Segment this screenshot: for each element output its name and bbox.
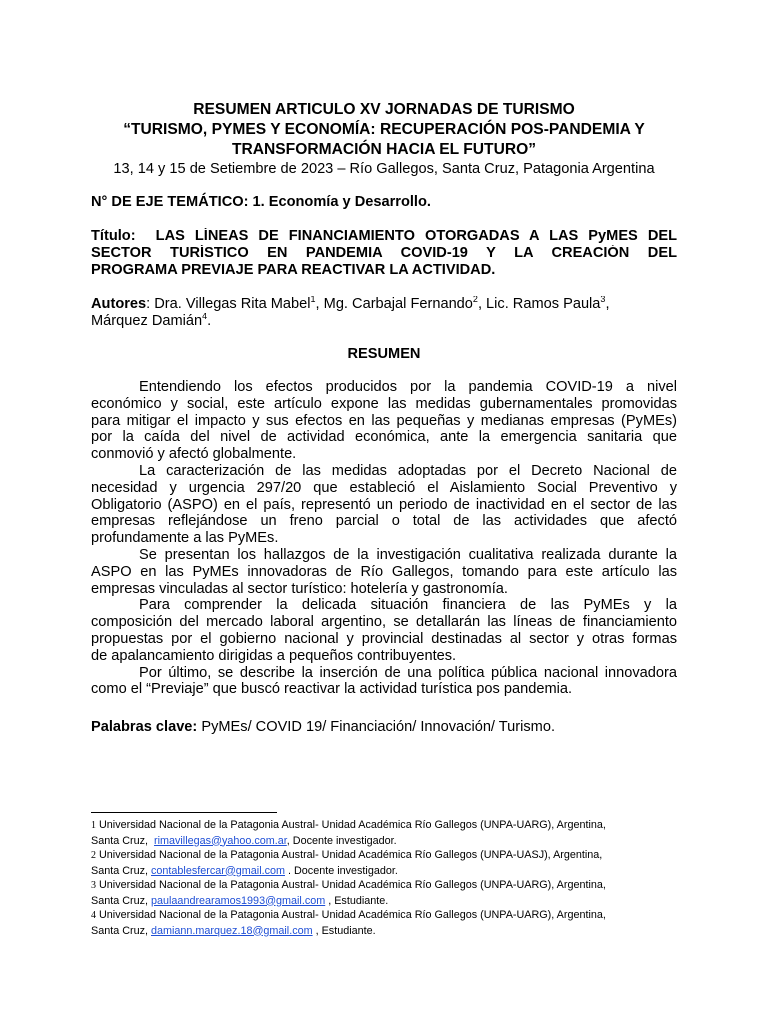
footnote-divider [91,812,277,813]
author-4: Márquez Damián [91,312,203,329]
paragraph-line: Se presentan los hallazgos de la investigación cualitativa realizada durante la [139,546,677,563]
footnote-3: 3 Universidad Nacional de la Patagonia Austral- Unidad Académica Río Gallegos (UNPA-UARG), Argentina, Santa Cruz, paulaandrearamos1993@gmail.com , Estudiante. [91,879,606,907]
eje-tematico: N° DE EJE TEMÁTICO: 1. Economía y Desarrollo. [91,194,431,210]
paragraph-line: Para comprender la delicada situación financiera de las PyMEs y la [139,597,677,614]
paragraph-line: empresas vinculadas al sector turístico: hotelería y gastronomía. [91,580,508,597]
keywords-label: Palabras clave: [91,719,198,735]
article-title [91,228,677,278]
paragraph-line: por la caída del nivel de actividad económica, ante la emergencia sanitaria que [91,429,677,446]
footnotes [91,818,691,938]
paragraph-line: Obligatorio (ASPO) en el país, representó un periodo de inactividad en el sector de las [91,496,677,513]
footnote-4: 4 Universidad Nacional de la Patagonia Austral- Unidad Académica Río Gallegos (UNPA-UARG), Argentina, Santa Cruz, damiann.marquez.18@gmail.com , Estudiante. [91,909,606,937]
paragraph-line: conmovió y afectó globalmente. [91,446,297,463]
paragraph-line: empresas reflejándose un freno parcial o total de las actividades que afectó [91,513,677,530]
header-line-2: “TURISMO, PYMES Y ECONOMÍA: RECUPERACIÓN POS-PANDEMIA Y [123,121,645,138]
keywords [91,719,677,736]
title-label: Título: [91,228,136,244]
keywords-value: PyMEs/ COVID 19/ Financiación/ Innovación/ Turismo. [201,719,555,735]
paragraph-line: ASPO en las PyMEs innovadoras de Río Gallegos, tomando para este artículo las [91,563,677,580]
paragraph-line: para mitigar el impacto y sus efectos en las pequeñas y medianas empresas (PyMEs) [91,412,677,429]
paragraph-line: composición del mercado laboral argentino, se detallarán las líneas de financiamiento [91,614,677,631]
email-link[interactable]: damiann.marquez.18@gmail.com [151,924,313,937]
paragraph-line: como el “Previaje” que buscó reactivar la actividad turística pos pandemia. [91,681,573,698]
paragraph-line: Entendiendo los efectos producidos por la pandemia COVID-19 a nivel [139,379,677,395]
author-2: Mg. Carbajal Fernando [323,296,473,312]
document-header [60,100,708,178]
title-line: PROGRAMA PREVIAJE PARA REACTIVAR LA ACTIVIDAD. [91,261,496,278]
title-line: Título: LAS LÍNEAS DE FINANCIAMIENTO OTORGADAS A LAS PyMES DEL [91,228,677,244]
authors-label: Autores [91,296,147,312]
authors: Autores: Dra. Villegas Rita Mabel$^1$, Mg. Carbajal Fernando$^2$, Lic. Ramos Paula$^3$, Márquez Damián$^4$. [91,296,610,329]
event-date: 13, 14 y 15 de Setiembre de 2023 – Río Gallegos, Santa Cruz, Patagonia Argentina [113,161,655,177]
resumen-heading: RESUMEN [347,346,421,362]
title-line: SECTOR TURÍSTICO EN PANDEMIA COVID-19 Y LA CREACIÓN DEL [91,244,677,261]
header-line-3: TRANSFORMACIÓN HACIA EL FUTURO” [231,141,537,158]
email-link[interactable]: paulaandrearamos1993@gmail.com [151,894,326,907]
paragraph-line: necesidad y urgencia 297/20 que estableció el Aislamiento Social Preventivo y [91,479,677,496]
author-1: Dra. Villegas Rita Mabel [154,296,311,312]
header-line-1: RESUMEN ARTICULO XV JORNADAS DE TURISMO [193,101,575,118]
paragraph-line: profundamente a las PyMEs. [91,530,279,547]
paragraph-line: Por último, se describe la inserción de una política pública nacional innovadora [139,664,677,681]
paragraph-line: económico y social, este artículo expone las medidas gubernamentales promovidas [91,395,677,412]
email-link[interactable]: rimavillegas@yahoo.com.ar [154,834,287,847]
footnote-1: 1 Universidad Nacional de la Patagonia Austral- Unidad Académica Río Gallegos (UNPA-UARG), Argentina, Santa Cruz, rimavillegas@yahoo.com.ar, Docente investigador. [91,819,606,847]
paragraph-line: propuestas por el gobierno nacional y provincial destinadas al sector y otras formas [91,630,677,647]
resumen-body [91,379,677,698]
email-link[interactable]: contablesfercar@gmail.com [151,864,285,877]
footnote-2: 2 Universidad Nacional de la Patagonia Austral- Unidad Académica Río Gallegos (UNPA-UASJ), Argentina, Santa Cruz, contablesfercar@gmail.com . Docente investigador. [91,849,603,877]
paragraph-line: de apalancamiento dirigidas a pequeños contribuyentes. [91,647,457,664]
paragraph-line: La caracterización de las medidas adoptadas por el Decreto Nacional de [139,462,677,479]
author-3: Lic. Ramos Paula [486,296,601,312]
